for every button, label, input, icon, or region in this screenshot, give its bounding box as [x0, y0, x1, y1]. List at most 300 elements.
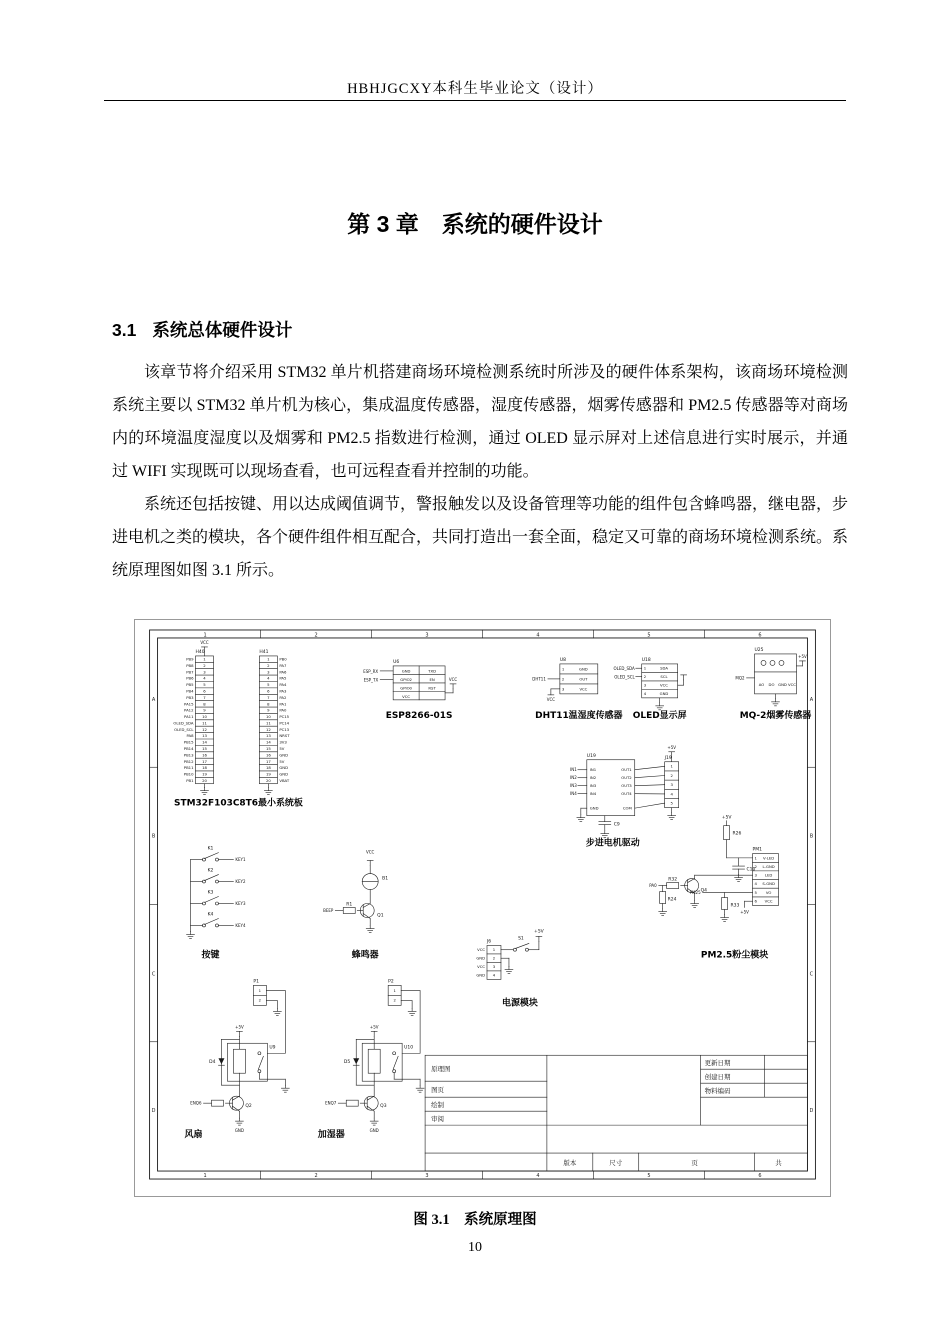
- ref-label: D4: [209, 1060, 216, 1066]
- pin-number: 14: [202, 739, 207, 745]
- gnd-symbol: [659, 908, 667, 915]
- pin-number: 5: [203, 682, 206, 688]
- ref-label: S1: [518, 936, 524, 942]
- pin-number: 6: [267, 688, 270, 694]
- gnd-symbol: [408, 1008, 416, 1015]
- pin-number: 10: [202, 714, 207, 720]
- pin-label: SCL: [660, 673, 668, 679]
- pin-label: GND: [589, 805, 599, 811]
- zone-letter: C: [151, 971, 156, 978]
- pin-label: PA3: [279, 688, 287, 694]
- gnd-symbol: [721, 914, 729, 921]
- zone-number: 1: [203, 632, 207, 639]
- pin-number: 10: [265, 714, 271, 720]
- gnd-symbol: [601, 831, 609, 838]
- pin-label: PB0: [279, 656, 287, 662]
- ref-label: C9: [613, 822, 620, 828]
- pin-number: 19: [202, 771, 207, 777]
- pin-number: 16: [265, 752, 271, 758]
- pin-label: VCC: [477, 947, 485, 953]
- pin-number: 8: [267, 701, 270, 707]
- dht11-module: [532, 657, 622, 721]
- section-heading: [112, 317, 292, 342]
- net-label: ESP_TX: [363, 677, 379, 683]
- module-label: OLED显示屏: [632, 710, 687, 721]
- vcc-symbol: [367, 861, 373, 866]
- module-label: DHT11温湿度传感器: [535, 710, 623, 721]
- ref-label: U18: [641, 657, 651, 663]
- vcc-label: +5V: [740, 909, 749, 915]
- zone-number: 3: [425, 632, 429, 639]
- pin-number: 15: [202, 745, 207, 751]
- module-label: 加湿器: [317, 1130, 345, 1141]
- pin-number: 9: [203, 707, 206, 713]
- pin-label: PB12: [183, 758, 194, 764]
- zone-number: 2: [314, 632, 318, 639]
- ref-label: J19: [664, 755, 672, 761]
- net-label: KEY3: [235, 901, 246, 907]
- net-label: MQ2: [735, 675, 745, 681]
- pin-number: 5: [754, 889, 757, 895]
- gnd-symbol: [366, 925, 374, 932]
- pin-label: IN3: [589, 783, 597, 789]
- vcc-symbol: [450, 684, 456, 689]
- pin-label: VCC: [788, 681, 796, 687]
- gnd-symbol: [200, 788, 208, 795]
- pin-number: 1: [561, 666, 565, 672]
- pin-label: AO: [758, 681, 765, 687]
- pin-label: VCC: [402, 693, 411, 699]
- esp8266-module: [363, 659, 457, 721]
- pin-label: S-GND: [762, 881, 775, 887]
- ref-label: H41: [259, 649, 269, 655]
- ref-label: R24: [667, 897, 677, 903]
- vcc-label: +5V: [798, 653, 807, 659]
- gnd-symbol: [691, 901, 699, 908]
- pin-label: GPIO0: [400, 685, 412, 691]
- net-label: ENQ6: [190, 1100, 202, 1106]
- pin-number: 1: [754, 855, 757, 861]
- pin-number: 2: [492, 955, 496, 961]
- pin-number: 9: [267, 707, 270, 713]
- pin-number: 16: [202, 752, 207, 758]
- gnd-label: GND: [234, 1128, 244, 1134]
- pin-number: 4: [754, 881, 757, 887]
- pin-number: 13: [265, 733, 271, 739]
- gnd-symbol: [656, 703, 664, 710]
- pin-label: NRST: [279, 733, 290, 739]
- mq2-module: [735, 647, 811, 721]
- pin-number: 17: [202, 758, 207, 764]
- pin-number: 3: [754, 872, 757, 878]
- zone-number: 5: [647, 632, 651, 639]
- gnd-label: GND: [369, 1128, 379, 1134]
- gnd-symbol: [771, 699, 779, 706]
- pin-label: DO: [768, 681, 775, 687]
- pin-label: PA2: [279, 694, 287, 700]
- zone-letter: B: [809, 833, 814, 840]
- pin-label: PC13: [279, 726, 290, 732]
- module-label: 步进电机驱动: [585, 838, 640, 849]
- gnd-symbol: [187, 931, 195, 938]
- net-label: OLED_SCL: [614, 674, 635, 680]
- pin-number: 3: [492, 963, 496, 969]
- pin-number: 2: [267, 662, 270, 668]
- pin-label: GND: [279, 771, 289, 777]
- pin-label: OUT: [579, 676, 588, 682]
- figure-caption: 图 3.1 系统原理图: [413, 1212, 537, 1228]
- net-label: PM25: [689, 890, 701, 896]
- net-label: KEY2: [235, 879, 246, 885]
- humidifier-module: [317, 978, 424, 1140]
- pin-number: 3: [203, 669, 206, 675]
- pin-label: PA6: [279, 669, 287, 675]
- pin-number: 3: [561, 686, 565, 692]
- zone-number: 6: [758, 632, 762, 639]
- pin-number: 1: [492, 947, 496, 953]
- pin-label: PB1: [186, 777, 194, 783]
- pin-number: 14: [265, 739, 271, 745]
- vcc-label: +5V: [667, 744, 676, 750]
- title-block: [425, 1055, 807, 1171]
- titleblock-cell: 审阅: [431, 1115, 445, 1124]
- net-label: IN3: [570, 783, 577, 789]
- pin-label: PC14: [279, 720, 290, 726]
- pin-label: VCC: [660, 682, 668, 688]
- pin-number: 4: [203, 675, 206, 681]
- vcc-label: VCC: [546, 696, 556, 702]
- vcc-symbol: [236, 1031, 242, 1036]
- power-module: [476, 928, 544, 1008]
- net-label: IN1: [570, 767, 577, 773]
- pin-number: 4: [643, 691, 647, 697]
- pin-label: PB3: [186, 694, 194, 700]
- pin-number: 3: [267, 669, 270, 675]
- net-label: KEY4: [235, 922, 246, 928]
- running-header: HBHJGCXY本科生毕业论文（设计）: [347, 81, 603, 97]
- pin-number: 2: [643, 673, 647, 679]
- pin-label: VCC: [764, 898, 773, 904]
- pin-label: PA15: [184, 701, 194, 707]
- pin-label: PA8: [186, 733, 194, 739]
- pin-label: GND: [476, 972, 485, 978]
- module-label: MQ-2烟雾传感器: [739, 710, 812, 721]
- pin-label: IN4: [589, 791, 597, 797]
- net-label: ESP_RX: [363, 668, 379, 674]
- titleblock-cell: 共: [775, 1159, 782, 1168]
- section-title: 系统总体硬件设计: [152, 320, 293, 340]
- zone-number: 1: [203, 1173, 207, 1180]
- pin-label: PA5: [279, 675, 287, 681]
- vcc-symbol: [371, 1031, 377, 1036]
- pin-number: 4: [670, 791, 673, 797]
- pin-label: PA12: [184, 707, 194, 713]
- pin-label: GND: [778, 681, 787, 687]
- zone-number: 6: [758, 1173, 762, 1180]
- pin-number: 20: [265, 777, 271, 783]
- paragraph: 该章节将介绍采用 STM32 单片机搭建商场环境检测系统时所涉及的硬件体系架构，该商场环境检测系统主要以 STM32 单片机为核心，集成温度传感器，湿度传感器，烟雾传感器和 PM2.5 传感器等对商场内的环境温度湿度以及烟雾和 PM2.5 指数进行检测，通过 OLED 显示屏对上述信息进行实时展示，并通过 WIFI 实现既可以现场查看，也可远程查看并控制的功能。: [112, 364, 848, 480]
- pin-number: 2: [393, 997, 396, 1003]
- pin-label: SDA: [660, 665, 668, 671]
- pin-label: TXD: [428, 668, 436, 674]
- ref-label: R32: [668, 877, 678, 883]
- pin-label: PB8: [186, 662, 194, 668]
- pin-number: 8: [203, 701, 206, 707]
- module-label: 蜂鸣器: [351, 950, 379, 961]
- ref-label: K1: [207, 846, 214, 852]
- module-label: 电源模块: [501, 998, 538, 1009]
- titleblock-cell: 尺寸: [609, 1159, 623, 1168]
- ref-label: PM1: [752, 847, 762, 853]
- vcc-label: +5V: [721, 815, 732, 821]
- module-label: 风扇: [184, 1130, 203, 1141]
- module-label: ESP8266-01S: [385, 710, 453, 721]
- ref-label: U9: [269, 1045, 276, 1051]
- stm32-module: [173, 640, 302, 809]
- gnd-symbol: [235, 1118, 243, 1125]
- pin-label: PA11: [184, 714, 194, 720]
- pin-number: 1: [267, 656, 270, 662]
- page-number: 10: [468, 1240, 482, 1255]
- pin-number: 11: [265, 720, 271, 726]
- ref-label: B1: [382, 876, 389, 882]
- zone-letter: B: [151, 833, 156, 840]
- gnd-symbol: [370, 1118, 378, 1125]
- vcc-label: VCC: [200, 639, 209, 645]
- pin-label: PA0: [279, 707, 287, 713]
- pin-label: IN2: [589, 775, 597, 781]
- zone-letter: A: [151, 696, 156, 703]
- pin-number: 20: [202, 777, 207, 783]
- pin-label: PB5: [186, 682, 194, 688]
- pin-label: VCC: [477, 963, 485, 969]
- ref-label: K2: [207, 868, 214, 874]
- pin-number: 15: [265, 745, 271, 751]
- vcc-label: VCC: [448, 676, 458, 682]
- ref-label: R26: [732, 831, 742, 837]
- pin-label: 5V: [279, 745, 285, 751]
- pin-label: GND: [579, 666, 588, 672]
- pin-number: 4: [492, 972, 496, 978]
- ref-label: H40: [195, 649, 205, 655]
- pin-number: 6: [754, 898, 757, 904]
- pin-label: COM: [622, 805, 632, 811]
- pin-label: LED: [764, 872, 773, 878]
- keys-module: [187, 846, 246, 961]
- ref-label: U19: [586, 753, 596, 759]
- zone-letter: D: [151, 1108, 156, 1115]
- net-label: DHT11: [532, 676, 546, 682]
- pin-label: GND: [279, 765, 289, 771]
- pin-label: VCC: [579, 686, 588, 692]
- titleblock-cell: 物料编码: [704, 1087, 731, 1096]
- ref-label: J6: [486, 939, 492, 945]
- gnd-symbol: [273, 1008, 281, 1015]
- titleblock-cell: 图页: [431, 1086, 445, 1095]
- module-label: PM2.5粉尘模块: [700, 950, 769, 961]
- pin-label: OLED_SDA: [173, 720, 194, 726]
- schematic-svg: [135, 620, 830, 1196]
- gnd-symbol: [735, 875, 743, 882]
- pin-number: 2: [258, 997, 262, 1003]
- vcc-label: +5V: [369, 1024, 379, 1030]
- gnd-symbol: [577, 815, 585, 822]
- pin-label: VO: [765, 889, 772, 895]
- pin-label: PA1: [279, 701, 287, 707]
- ref-label: R33: [730, 903, 740, 909]
- module-label: 按键: [201, 950, 220, 961]
- pin-label: 3V3: [279, 739, 287, 745]
- ref-label: C10: [746, 867, 756, 873]
- ref-label: Q3: [380, 1104, 387, 1110]
- pin-label: L-GND: [762, 863, 775, 869]
- vcc-label: +5V: [534, 929, 544, 935]
- gnd-symbol: [416, 1085, 424, 1092]
- pin-label: OUT4: [621, 791, 632, 797]
- pin-label: VBAT: [279, 777, 290, 783]
- pin-label: PA4: [279, 682, 287, 688]
- pin-label: 5V: [279, 758, 285, 764]
- module-label: STM32F103C8T6最小系统板: [173, 798, 303, 809]
- net-label: IN2: [570, 775, 577, 781]
- pin-number: 2: [203, 662, 206, 668]
- pin-number: 18: [202, 765, 207, 771]
- pin-number: 2: [561, 676, 565, 682]
- buzzer-module: [323, 850, 388, 961]
- ref-label: K3: [207, 890, 214, 896]
- pin-number: 1: [258, 987, 262, 993]
- pin-label: GND: [659, 691, 669, 697]
- vcc-symbol: [681, 675, 687, 680]
- pin-number: 12: [265, 726, 271, 732]
- pin-number: 3: [643, 682, 647, 688]
- titleblock-cell: 原理图: [431, 1065, 451, 1074]
- vcc-label: VCC: [366, 849, 375, 855]
- pin-number: 1: [670, 763, 673, 769]
- net-label: OLED_SDA: [613, 665, 635, 671]
- pin-number: 3: [670, 782, 673, 788]
- pin-label: V-LED: [763, 855, 775, 861]
- pin-label: PB7: [186, 669, 194, 675]
- pin-label: PA7: [279, 662, 287, 668]
- net-label: IN4: [570, 791, 577, 797]
- net-label: ENQ7: [325, 1100, 337, 1106]
- pin-number: 1: [643, 665, 647, 671]
- pin-label: GND: [279, 752, 289, 758]
- titleblock-cell: 版本: [563, 1159, 577, 1168]
- schematic-frame: [150, 630, 816, 1179]
- zone-letter: A: [809, 696, 814, 703]
- titleblock-cell: 创建日期: [704, 1073, 731, 1082]
- zone-letter: C: [809, 971, 814, 978]
- zone-number: 3: [425, 1173, 429, 1180]
- pin-label: GND: [476, 955, 485, 961]
- ref-label: P1: [253, 979, 259, 985]
- pin-label: GND: [401, 668, 411, 674]
- pin-number: 5: [267, 682, 270, 688]
- pin-number: 13: [202, 733, 207, 739]
- stepper-driver-module: [570, 745, 679, 849]
- paragraph: 系统还包括按键、用以达成阈值调节，警报触发以及设备管理等功能的组件包含蜂鸣器，继电器，步进电机之类的模块，各个硬件组件相互配合，共同打造出一套全面，稳定又可靠的商场环境检测系统。系统原理图如图 3.1 所示。: [112, 496, 849, 579]
- zone-number: 4: [536, 1173, 540, 1180]
- pin-label: OUT1: [621, 767, 632, 773]
- fan-module: [185, 978, 290, 1140]
- oled-module: [614, 657, 687, 721]
- pin-label: OLED_SCL: [174, 726, 194, 732]
- titleblock-cell: 页: [691, 1159, 698, 1168]
- gnd-symbol: [281, 1085, 289, 1092]
- gnd-symbol: [668, 813, 676, 820]
- section-number: 3.1: [112, 320, 137, 340]
- zone-number: 4: [536, 632, 540, 639]
- pin-number: 17: [265, 758, 271, 764]
- pin-number: 1: [203, 656, 206, 662]
- ref-label: U25: [754, 647, 764, 653]
- gnd-symbol: [505, 966, 513, 973]
- ref-label: Q4: [700, 888, 708, 894]
- pin-number: 18: [265, 765, 271, 771]
- figure-schematic: [134, 619, 831, 1197]
- pin-number: 7: [267, 694, 270, 700]
- ref-label: D5: [343, 1060, 351, 1066]
- vcc-symbol: [536, 936, 542, 941]
- zone-number: 5: [647, 1173, 651, 1180]
- pin-label: PB10: [183, 771, 194, 777]
- ref-label: U6: [393, 659, 400, 665]
- ref-label: Q2: [245, 1104, 252, 1110]
- pin-label: IN1: [589, 767, 597, 773]
- ref-label: R1: [346, 902, 353, 908]
- gnd-symbol: [264, 788, 272, 795]
- vcc-symbol: [799, 661, 805, 666]
- chapter-title: 第 3 章 系统的硬件设计: [347, 211, 603, 237]
- header-rule: [104, 100, 846, 101]
- body-text: [112, 356, 848, 587]
- ref-label: K4: [207, 912, 214, 918]
- titleblock-cell: 更新日期: [704, 1059, 731, 1068]
- zone-number: 2: [314, 1173, 318, 1180]
- pin-label: PB13: [183, 752, 194, 758]
- pin-label: EN: [429, 676, 435, 682]
- net-label: BEEP: [323, 907, 334, 913]
- ref-label: P2: [388, 979, 394, 985]
- pin-label: PB4: [186, 688, 194, 694]
- net-label: PA0: [649, 883, 657, 889]
- ref-label: U8: [559, 657, 567, 663]
- pin-number: 1: [393, 987, 396, 993]
- pin-number: 6: [203, 688, 206, 694]
- pin-label: PB15: [183, 739, 194, 745]
- titleblock-cell: 绘制: [431, 1101, 445, 1110]
- pin-label: OUT3: [621, 783, 632, 789]
- pin-label: PB9: [186, 656, 194, 662]
- pin-label: PB6: [186, 675, 194, 681]
- pin-number: 2: [754, 863, 757, 869]
- pin-number: 11: [202, 720, 207, 726]
- net-label: KEY1: [235, 857, 246, 863]
- ref-label: Q1: [377, 913, 384, 919]
- pin-number: 19: [265, 771, 271, 777]
- pin-label: OUT2: [621, 775, 632, 781]
- pin-number: 5: [670, 800, 673, 806]
- pin-label: PB11: [183, 765, 194, 771]
- pin-number: 2: [670, 772, 673, 778]
- pin-number: 4: [267, 675, 270, 681]
- zone-letter: D: [809, 1108, 814, 1115]
- pin-number: 7: [203, 694, 206, 700]
- pin-number: 12: [202, 726, 207, 732]
- vcc-label: +5V: [235, 1024, 244, 1030]
